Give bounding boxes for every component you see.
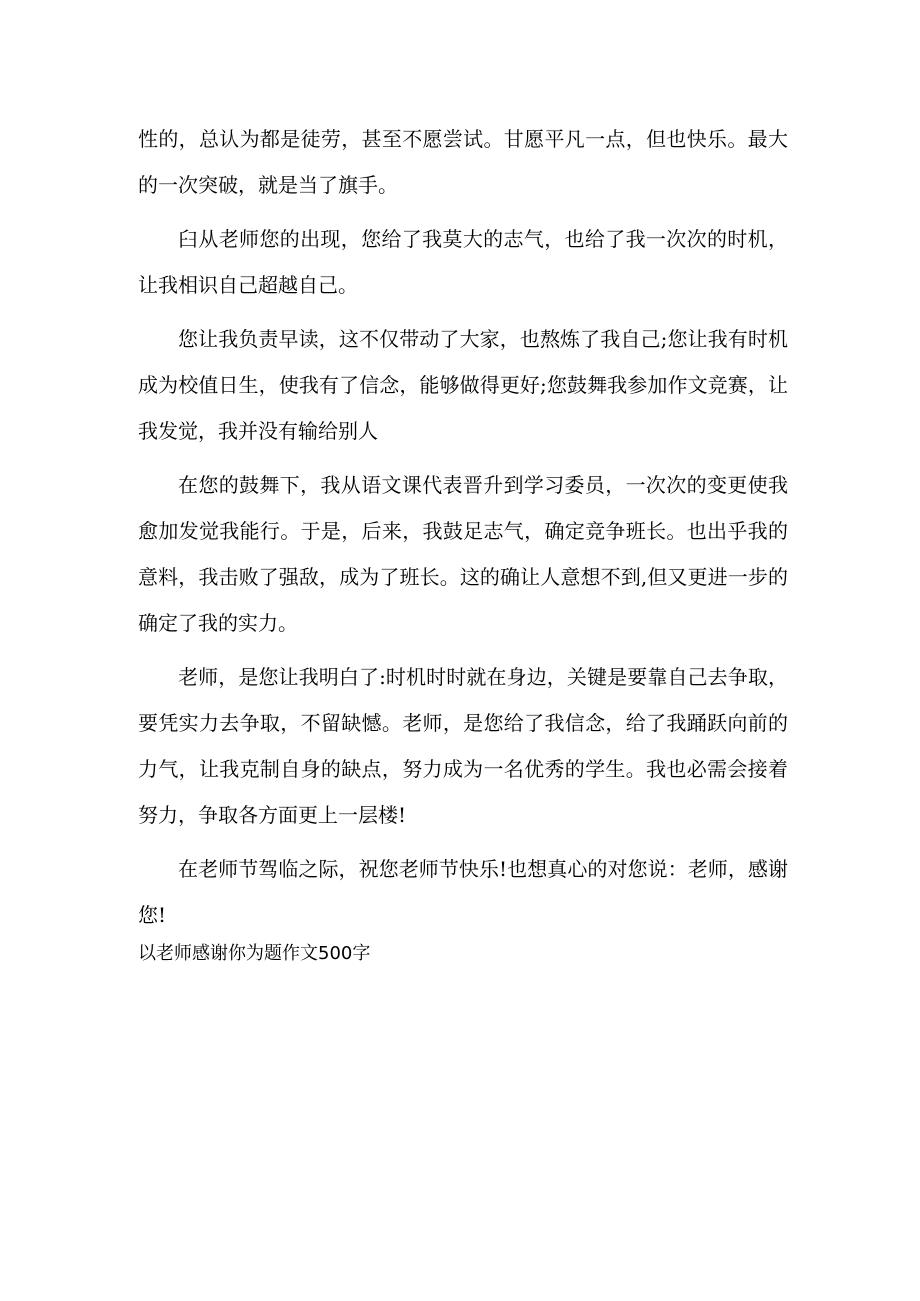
paragraph-2: 臼从老师您的出现，您给了我莫大的志气，也给了我一次次的时机，让我相识自己超越自己。 (138, 227, 788, 297)
paragraph-4: 在您的鼓舞下，我从语文课代表晋升到学习委员，一次次的变更使我愈加发觉我能行。于是，后来，我鼓足志气，确定竞争班长。也出乎我的意料，我击败了强敌，成为了班长。这的确让人意想不到,但又更进一步的确定了我的实力。 (138, 473, 788, 635)
paragraph-3: 您让我负责早读，这不仅带动了大家，也熬炼了我自己;您让我有时机成为校值日生，使我有了信念，能够做得更好;您鼓舞我参加作文竞赛，让我发觉，我并没有输给别人 (138, 327, 788, 443)
paragraph-1: 性的，总认为都是徒劳，甚至不愿尝试。甘愿平凡一点，但也快乐。最大的一次突破，就是当了旗手。 (138, 127, 788, 197)
essay-body (138, 116, 788, 946)
paragraph-6: 在老师节驾临之际，祝您老师节快乐!也想真心的对您说：老师，感谢您! (138, 857, 788, 927)
paragraph-5: 老师，是您让我明白了:时机时时就在身边，关键是要靠自己去争取，要凭实力去争取，不留缺憾。老师，是您给了我信念，给了我踊跃向前的力气，让我克制自身的缺点，努力成为一名优秀的学生。我也必需会接着努力，争取各方面更上一层楼! (138, 665, 788, 827)
essay-title-footer: 以老师感谢你为题作文500字 (138, 943, 371, 964)
